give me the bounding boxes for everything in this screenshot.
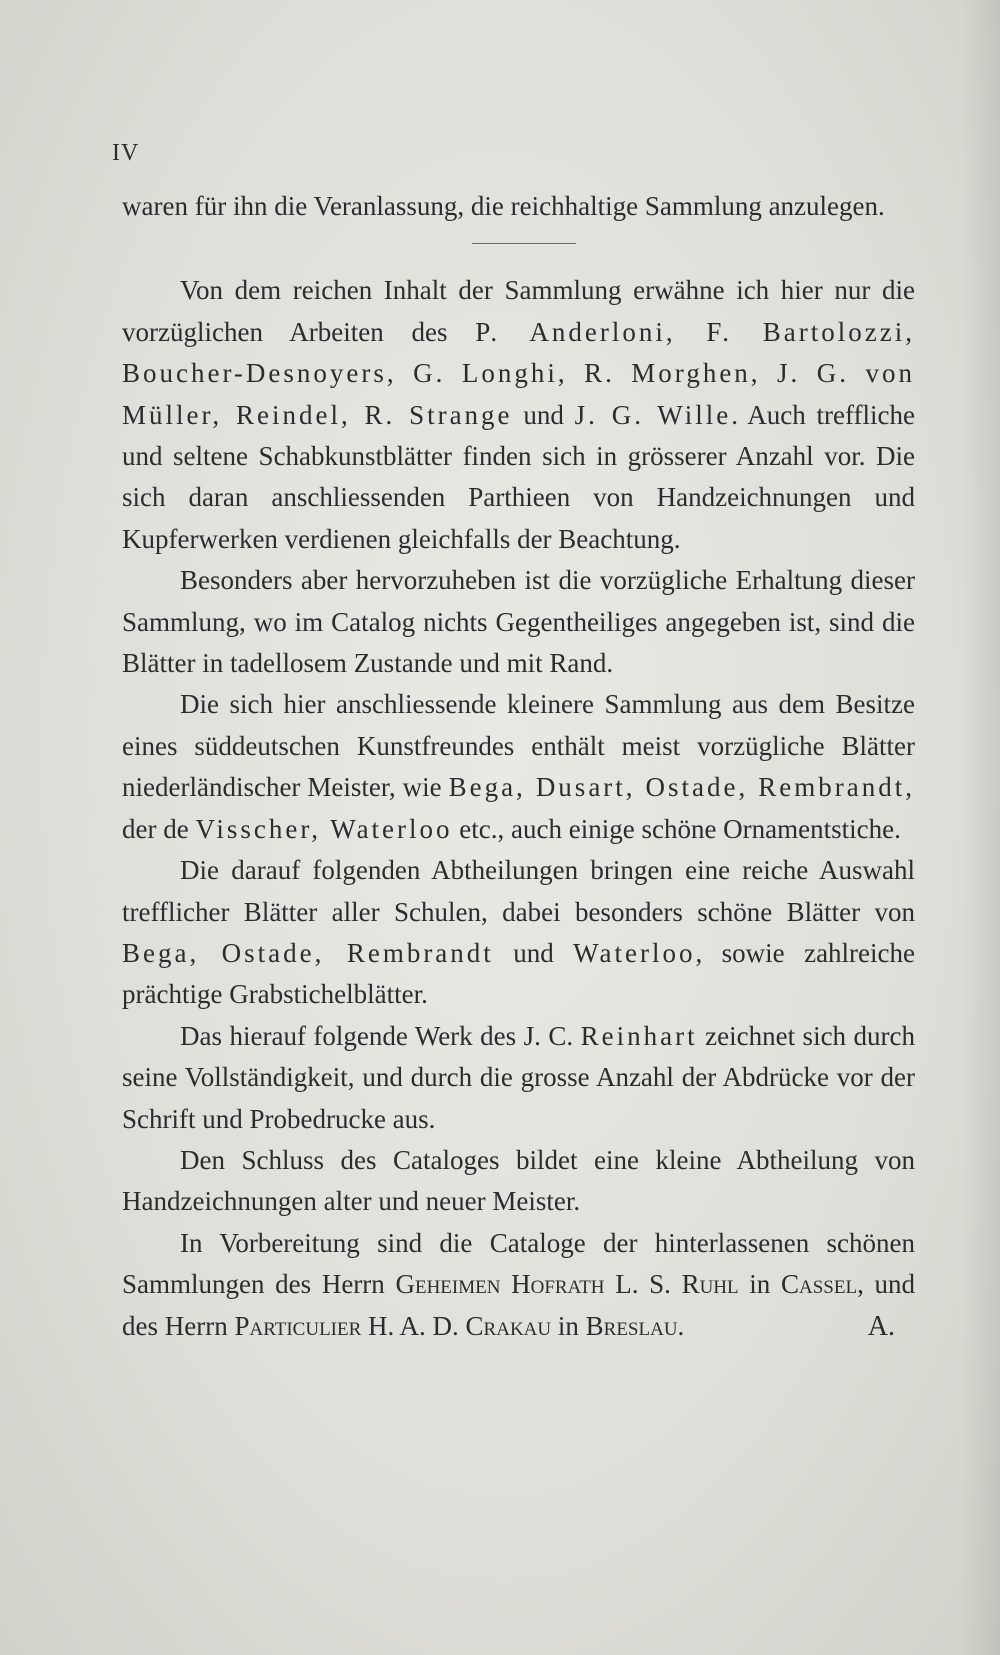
section-divider xyxy=(472,243,576,244)
paragraph-departments xyxy=(122,850,915,1016)
p8-place-cassel: Cassel xyxy=(780,1269,858,1300)
p8-name-crakau: Crakau xyxy=(465,1310,552,1341)
paragraph-continuation: waren für ihn die Veranlassung, die reichhaltige Sammlung anzulegen. xyxy=(122,191,885,221)
p4-artists-1: Bega, Dusart, Ostade, Rembrandt, xyxy=(448,772,916,803)
p8-name-ruhl: Ruhl xyxy=(681,1269,739,1300)
paragraph-preparation xyxy=(122,1223,915,1347)
p8-text-g: , und des Herrn xyxy=(122,1269,915,1341)
p4-text-c: der de xyxy=(122,813,196,844)
p2-text-c: und xyxy=(512,399,575,430)
p5-text-a: Die darauf folgenden Abtheilungen bringen eine reiche Auswahl trefflicher Blätter aller Schulen, dabei besonders schöne Blätter von xyxy=(122,855,915,927)
p2-text-a: Von dem reichen Inhalt der Sammlung erwähne ich hier nur die vorzüglichen Arbeiten des xyxy=(122,275,915,347)
paragraph-smaller-collection xyxy=(122,684,915,850)
p5-artist-waterloo: Waterloo xyxy=(573,937,696,968)
p8-text-e: in xyxy=(738,1269,781,1300)
p5-text-c: und xyxy=(493,937,574,968)
paragraph-condition: Besonders aber hervorzuheben ist die vorzügliche Erhaltung dieser Sammlung, wo im Catalog nichts Gegentheiliges angegeben ist, sind die Blätter in tadellosem Zustande und mit Rand. xyxy=(122,565,915,679)
p4-text-e: etc., auch einige schöne Ornamentstiche. xyxy=(452,813,901,844)
signature: A. xyxy=(867,1310,895,1342)
p6-text-c: zeichnet sich durch seine Vollständigkeit, und durch die grosse Anzahl der Abdrücke vor der Schrift und Probedrucke aus. xyxy=(122,1020,916,1134)
p8-title-hofrath: Geheimen Hofrath xyxy=(395,1269,605,1300)
paragraph-reinhart xyxy=(122,1016,915,1140)
p8-title-particulier: Particulier xyxy=(234,1310,362,1341)
paragraph-conclusion: Den Schluss des Cataloges bildet eine kleine Abtheilung von Handzeichnungen alter und neuer Meister. xyxy=(122,1144,915,1217)
p8-text-a: In Vorbereitung sind die Cataloge der hinterlassenen schönen Sammlungen des Herrn xyxy=(122,1227,915,1300)
p8-place-breslau: Breslau xyxy=(585,1310,678,1341)
p4-text-a: Die sich hier anschliessende kleinere Sammlung aus dem Besitze eines süddeutschen Kunstfreundes enthält meist vorzügliche Blätter niederländischer Meister, wie xyxy=(122,689,915,803)
p6-artist-reinhart: Reinhart xyxy=(580,1020,698,1051)
p2-artist-wille: J. G. Wille xyxy=(574,399,732,430)
p8-text-k: in xyxy=(551,1310,586,1341)
body-text xyxy=(122,186,915,1347)
p8-text-i: H. A. D. xyxy=(361,1310,466,1341)
p2-artists: P. Anderloni, F. Bartolozzi, Boucher-Desnoyers, G. Longhi, R. Morghen, J. G. von Müller, Reindel, R. Strange xyxy=(122,316,915,430)
p8-text-m: . xyxy=(677,1310,685,1341)
p5-text-e: , sowie zahlreiche prächtige Grabstichelblätter. xyxy=(122,937,915,1010)
p6-text-a: Das hierauf folgende Werk des J. C. xyxy=(180,1020,581,1051)
page-number: IV xyxy=(112,140,140,166)
p8-text-c: L. S. xyxy=(604,1269,682,1300)
p5-artists: Bega, Ostade, Rembrandt xyxy=(122,937,494,968)
p2-text-e: . Auch treffliche und seltene Schabkunstblätter finden sich in grösserer Anzahl vor. Die sich daran anschliessenden Parthieen von Handzeichnungen und Kupferwerken verdienen gleichfalls der Beachtung. xyxy=(122,399,916,554)
paragraph-collection-contents xyxy=(122,270,915,560)
p4-artists-2: Visscher, Waterloo xyxy=(195,813,453,844)
